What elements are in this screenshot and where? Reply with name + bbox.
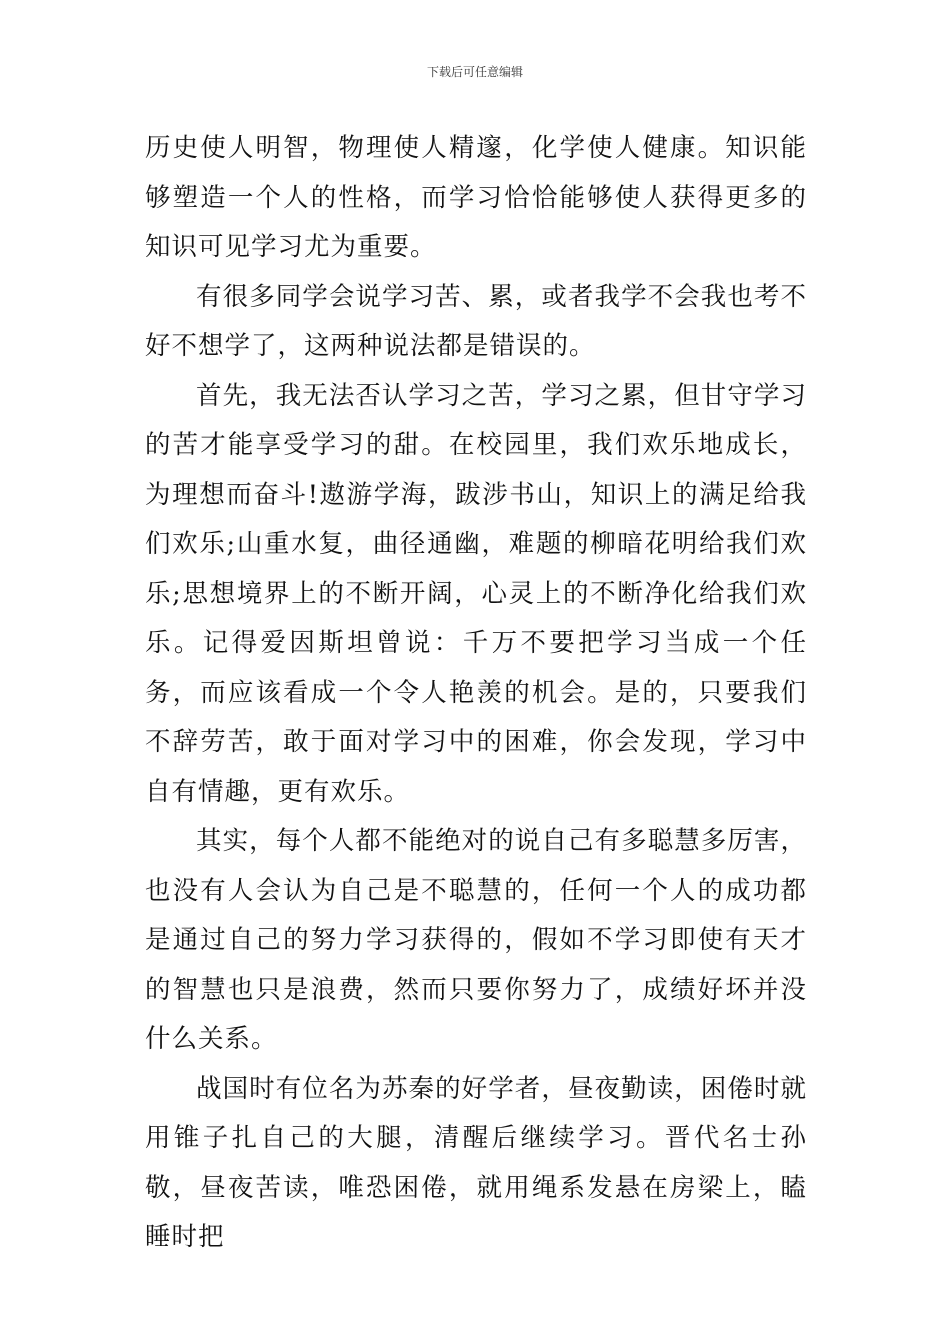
document-body: [145, 124, 807, 1263]
paragraph-1: 历史使人明智，物理使人精邃，化学使人健康。知识能够塑造一个人的性格，而学习恰恰能够使人获得更多的知识可见学习尤为重要。: [145, 133, 807, 262]
paragraph-5: 战国时有位名为苏秦的好学者，昼夜勤读，困倦时就用锥子扎自己的大腿，清醒后继续学习。晋代名士孙敬，昼夜苦读，唯恐困倦，就用绳系发悬在房梁上，瞌睡时把: [145, 1073, 807, 1252]
paragraph-2: 有很多同学会说学习苦、累，或者我学不会我也考不好不想学了，这两种说法都是错误的。: [145, 281, 807, 361]
paragraph-3: 首先，我无法否认学习之苦，学习之累，但甘守学习的苦才能享受学习的甜。在校园里，我们欢乐地成长，为理想而奋斗!遨游学海，跋涉书山，知识上的满足给我们欢乐;山重水复，曲径通幽，难题的柳暗花明给我们欢乐;思想境界上的不断开阔，心灵上的不断净化给我们欢乐。记得爱因斯坦曾说：千万不要把学习当成一个任务，而应该看成一个令人艳羡的机会。是的，只要我们不辞劳苦，敢于面对学习中的困难，你会发现，学习中自有情趣，更有欢乐。: [145, 380, 807, 807]
page-header: 下载后可任意编辑: [426, 65, 523, 79]
paragraph-4: 其实，每个人都不能绝对的说自己有多聪慧多厉害，也没有人会认为自己是不聪慧的，任何一个人的成功都是通过自己的努力学习获得的，假如不学习即使有天才的智慧也只是浪费，然而只要你努力了，成绩好坏并没什么关系。: [145, 826, 807, 1054]
